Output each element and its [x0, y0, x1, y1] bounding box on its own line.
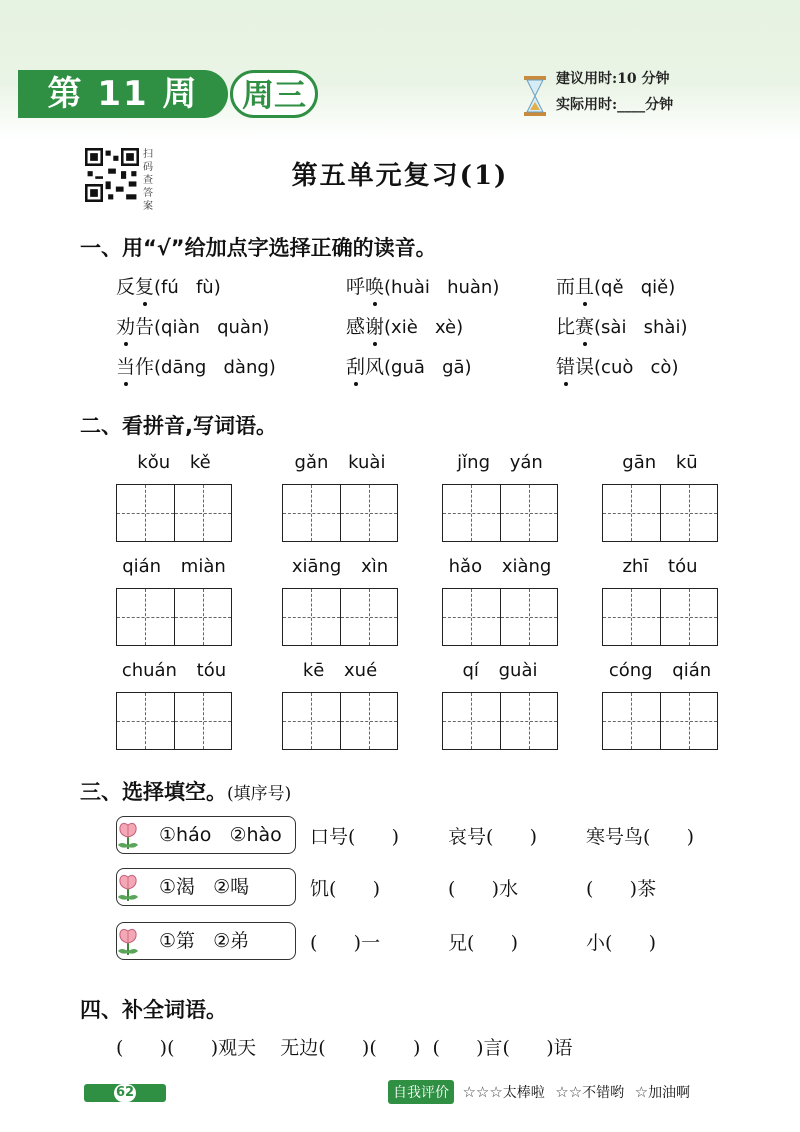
pinyin-label: qí guài	[462, 660, 538, 681]
fill-blank[interactable]: 饥( )	[310, 878, 381, 900]
option-text: ①渴 ②喝	[159, 876, 250, 898]
grid-square[interactable]	[603, 693, 661, 749]
word-char: 呼	[346, 276, 366, 298]
pinyin-label: cóng qián	[608, 660, 712, 681]
grid-square[interactable]	[443, 589, 501, 645]
pinyin-choices: (sài shài)	[594, 317, 688, 338]
word-writing-cell	[282, 556, 398, 646]
grid-square[interactable]	[661, 589, 718, 645]
word-char: 风	[365, 356, 385, 378]
reading-item[interactable]	[116, 312, 269, 339]
pinyin-label: gān kū	[622, 452, 698, 473]
word-char: 告	[135, 316, 155, 338]
fill-blank[interactable]: ( )水	[448, 878, 519, 900]
reading-item[interactable]	[346, 272, 499, 299]
pinyin-label: hǎo xiàng	[448, 556, 552, 577]
section-1-heading: 一、用“√”给加点字选择正确的读音。	[80, 236, 437, 260]
pinyin-choices: (xiè xè)	[384, 317, 464, 338]
reading-item[interactable]	[556, 312, 687, 339]
grid-square[interactable]	[501, 693, 558, 749]
tianzige-grid[interactable]	[442, 588, 558, 646]
dotted-char: 当	[116, 352, 135, 379]
dotted-char: 唤	[365, 272, 384, 299]
page-number-badge	[84, 1084, 166, 1102]
section-3-title: 三、选择填空。	[80, 780, 227, 804]
section-2-heading: 二、看拼音,写词语。	[80, 414, 277, 438]
word-writing-cell	[602, 556, 718, 646]
word-writing-cell	[282, 660, 398, 750]
section-4-heading: 四、补全词语。	[80, 998, 227, 1022]
section-3-note: (填序号)	[227, 784, 292, 804]
option-box	[116, 868, 296, 906]
grid-square[interactable]	[283, 693, 341, 749]
section-4-line: ( )( )观天 无边( )( ) ( )言( )语	[116, 1037, 573, 1059]
grid-square[interactable]	[603, 589, 661, 645]
fill-blank[interactable]: 兄( )	[448, 932, 519, 954]
dotted-char: 谢	[365, 312, 384, 339]
word-writing-cell	[116, 660, 232, 750]
star-icon[interactable]: ☆☆☆	[462, 1083, 503, 1101]
dotted-char: 复	[135, 272, 154, 299]
option-box	[116, 922, 296, 960]
word-writing-cell	[116, 556, 232, 646]
word-char: 而	[556, 276, 576, 298]
dotted-char: 劝	[116, 312, 135, 339]
grid-square[interactable]	[603, 485, 661, 541]
hourglass-icon	[522, 76, 548, 116]
grid-square[interactable]	[661, 485, 718, 541]
word-char: 误	[575, 356, 595, 378]
dotted-char: 赛	[575, 312, 594, 339]
section-3-heading	[80, 776, 291, 806]
reading-item[interactable]	[116, 352, 276, 379]
fill-blank[interactable]: 寒号鸟( )	[586, 826, 695, 848]
pinyin-label: kǒu kě	[137, 452, 211, 473]
time-box	[520, 62, 750, 126]
tianzige-grid[interactable]	[282, 692, 398, 750]
pinyin-label: qián miàn	[122, 556, 226, 577]
option-text: ①háo ②hào	[159, 824, 282, 846]
pinyin-choices: (dāng dàng)	[154, 357, 276, 378]
word-writing-cell	[442, 556, 558, 646]
grid-square[interactable]	[501, 589, 558, 645]
flower-icon	[113, 871, 143, 905]
tianzige-grid[interactable]	[602, 588, 718, 646]
pinyin-choices: (qě qiě)	[594, 277, 676, 298]
word-writing-cell	[442, 452, 558, 542]
word-writing-cell	[602, 660, 718, 750]
grid-square[interactable]	[117, 693, 175, 749]
grid-square[interactable]	[283, 589, 341, 645]
actual-time: 实际用时:____分钟	[556, 97, 674, 113]
pinyin-label: kē xué	[302, 660, 378, 681]
qr-label: 扫码查答案	[143, 149, 153, 212]
day-banner: 周三	[230, 70, 318, 118]
eval-tag: 自我评价	[388, 1080, 454, 1104]
pinyin-label: gǎn kuài	[294, 452, 386, 473]
grid-square[interactable]	[117, 485, 175, 541]
fill-blank[interactable]: 小( )	[586, 932, 657, 954]
word-char: 反	[116, 276, 136, 298]
self-evaluation	[388, 1080, 690, 1104]
word-char: 感	[346, 316, 366, 338]
word-writing-cell	[282, 452, 398, 542]
eval-label-2: 不错哟	[582, 1085, 625, 1101]
pinyin-choices: (cuò cò)	[594, 357, 679, 378]
grid-square[interactable]	[117, 589, 175, 645]
word-writing-cell	[442, 660, 558, 750]
grid-square[interactable]	[283, 485, 341, 541]
page-title: 第五单元复习(1)	[291, 161, 509, 191]
pinyin-choices: (qiàn quàn)	[154, 317, 270, 338]
fill-blank[interactable]: ( )一	[310, 932, 381, 954]
eval-label-1: 太棒啦	[502, 1085, 545, 1101]
grid-square[interactable]	[341, 693, 398, 749]
reading-item[interactable]	[556, 352, 678, 379]
tianzige-grid[interactable]	[442, 484, 558, 542]
tianzige-grid[interactable]	[116, 588, 232, 646]
fill-blank[interactable]: ( )茶	[586, 878, 657, 900]
reading-item[interactable]	[346, 352, 472, 379]
grid-square[interactable]	[341, 485, 398, 541]
star-icon[interactable]: ☆	[634, 1083, 649, 1101]
pinyin-choices: (fú fù)	[154, 277, 221, 298]
grid-square[interactable]	[661, 693, 718, 749]
tianzige-grid[interactable]	[116, 484, 232, 542]
dotted-char: 刮	[346, 352, 365, 379]
reading-item[interactable]	[556, 272, 675, 299]
dotted-char: 错	[556, 352, 575, 379]
tianzige-grid[interactable]	[282, 588, 398, 646]
grid-square[interactable]	[501, 485, 558, 541]
pinyin-label: chuán tóu	[121, 660, 227, 681]
tianzige-grid[interactable]	[442, 692, 558, 750]
word-char: 比	[556, 316, 576, 338]
word-writing-cell	[602, 452, 718, 542]
option-box	[116, 816, 296, 854]
suggested-time: 建议用时:10 分钟	[556, 71, 670, 87]
grid-square[interactable]	[175, 485, 232, 541]
word-char: 作	[135, 356, 155, 378]
grid-square[interactable]	[175, 693, 232, 749]
grid-square[interactable]	[175, 589, 232, 645]
grid-square[interactable]	[443, 485, 501, 541]
fill-blank[interactable]: 口号( )	[310, 826, 400, 848]
eval-label-3: 加油啊	[648, 1085, 691, 1101]
grid-square[interactable]	[341, 589, 398, 645]
star-icon[interactable]: ☆☆	[555, 1083, 583, 1101]
reading-item[interactable]	[346, 312, 463, 339]
pinyin-choices: (huài huàn)	[384, 277, 500, 298]
option-text: ①第 ②弟	[159, 930, 250, 952]
reading-item[interactable]	[116, 272, 221, 299]
page-number: 62	[115, 1085, 135, 1100]
pinyin-choices: (guā gā)	[384, 357, 472, 378]
grid-square[interactable]	[443, 693, 501, 749]
flower-icon	[113, 925, 143, 959]
fill-blank[interactable]: 哀号( )	[448, 826, 538, 848]
flower-icon	[113, 819, 143, 853]
tianzige-grid[interactable]	[602, 692, 718, 750]
tianzige-grid[interactable]	[602, 484, 718, 542]
pinyin-label: xiāng xìn	[291, 556, 389, 577]
week-banner: 第 11 周	[18, 70, 228, 118]
pinyin-label: zhī tóu	[622, 556, 698, 577]
tianzige-grid[interactable]	[116, 692, 232, 750]
dotted-char: 且	[575, 272, 594, 299]
word-writing-cell	[116, 452, 232, 542]
pinyin-label: jǐng yán	[457, 452, 543, 473]
tianzige-grid[interactable]	[282, 484, 398, 542]
